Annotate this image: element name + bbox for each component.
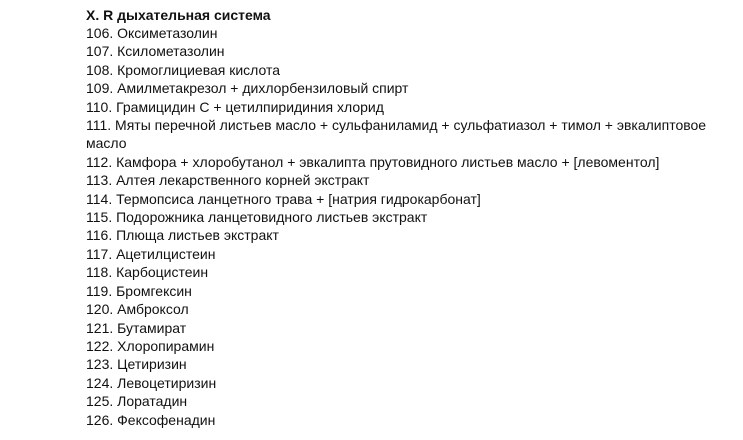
list-item: 117. Ацетилцистеин bbox=[86, 245, 216, 262]
drug-list bbox=[86, 24, 726, 429]
list-item: 119. Бромгексин bbox=[86, 282, 192, 299]
list-item: 111. Мяты перечной листьев масло + сульфаниламид + сульфатиазол + тимол + эвкалиптовое масло bbox=[86, 117, 707, 152]
document-body bbox=[86, 6, 726, 429]
list-item: 106. Оксиметазолин bbox=[86, 25, 218, 41]
list-item: 114. Термопсиса ланцетного трава + [натрия гидрокарбонат] bbox=[86, 190, 481, 207]
list-item: 110. Грамицидин С + цетилпиридиния хлорид bbox=[86, 98, 384, 115]
list-item: 112. Камфора + хлоробутанол + эвкалипта прутовидного листьев масло + [левоментол] bbox=[86, 153, 660, 170]
list-item: 121. Бутамират bbox=[86, 319, 187, 336]
list-item: 107. Ксилометазолин bbox=[86, 43, 225, 60]
list-item: 124. Левоцетиризин bbox=[86, 374, 217, 391]
list-item: 118. Карбоцистеин bbox=[86, 264, 209, 281]
section-heading: X. R дыхательная система bbox=[86, 7, 271, 23]
list-item: 115. Подорожника ланцетовидного листьев экстракт bbox=[86, 209, 428, 226]
list-item: 123. Цетиризин bbox=[86, 356, 187, 373]
list-item: 116. Плюща листьев экстракт bbox=[86, 227, 279, 244]
list-item: 126. Фексофенадин bbox=[86, 411, 216, 428]
list-item: 120. Амброксол bbox=[86, 301, 189, 318]
list-item: 109. Амилметакрезол + дихлорбензиловый спирт bbox=[86, 80, 409, 97]
list-item: 125. Лоратадин bbox=[86, 393, 188, 410]
list-item: 108. Кромоглициевая кислота bbox=[86, 61, 281, 78]
list-item: 113. Алтея лекарственного корней экстракт bbox=[86, 172, 370, 189]
list-item: 122. Хлоропирамин bbox=[86, 337, 215, 354]
